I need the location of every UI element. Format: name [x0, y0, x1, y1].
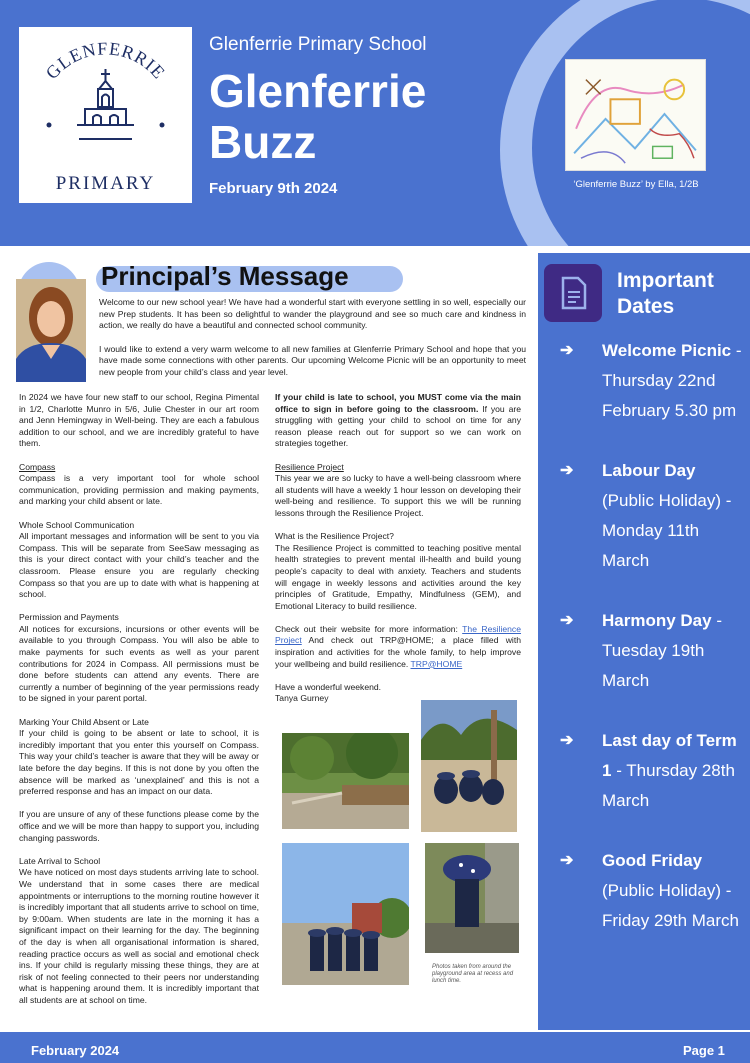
- signature: Tanya Gurney: [275, 693, 329, 704]
- playground-photo: [282, 733, 409, 829]
- important-dates-title: Important Dates: [617, 269, 714, 318]
- student-hat-photo: [425, 843, 519, 953]
- photos-caption: Photos taken from around the playground area at recess and lunch time.: [432, 964, 514, 984]
- intro-paragraph: Welcome to our new school year! We have had a wonderful start with everyone settling in so well, especially our new Prep students. It has been so delightful to wander the playground and see so much care and kindness in action, we really do have a beautiful and connected school community.: [99, 297, 526, 331]
- communication-paragraph: All important messages and information will be sent to you via Compass. This will be separate from SeeSaw messaging as this is your direct contact with your child’s teacher and the classroom. Please ensure you are regularly checking Compass so that you are up to date with what is happening at school.: [19, 531, 259, 600]
- important-dates-list: [560, 336, 745, 966]
- middle-text-column: [275, 392, 521, 705]
- permissions-heading: Permission and Payments: [19, 612, 119, 623]
- date-event-name: Last day of Term 1: [602, 731, 737, 780]
- principal-photo: [16, 279, 86, 382]
- date-item: [560, 336, 745, 426]
- date-event-name: Harmony Day: [602, 611, 712, 630]
- date-event-detail: - Tuesday 19th March: [602, 611, 722, 690]
- date-event-detail: (Public Holiday) - Friday 29th March: [602, 881, 739, 930]
- drawing-caption: ‘Glenferrie Buzz’ by Ella, 1/2B: [573, 179, 699, 190]
- principals-message-title: Principal’s Message: [101, 261, 349, 291]
- arrow-right-icon: ➔: [560, 462, 574, 479]
- signoff: Have a wonderful weekend.: [275, 681, 382, 692]
- late-arrival-paragraph: We have noticed on most days students arriving late to school. We understand that in some cases there are medical appointments or interruptions to the morning routine however it is incredibly important that all students arrive to school on time, by 9:00am. When students are late in the morning it has a significant impact on their learning for the day. The beginning of the day is when all organisational information is shared, reading practice occurs as well as social and emotional check ins. If your child is regularly missing these things, they are at risk of not feeling connected to their peers nor understanding what is happening around them. It is incredibly important that all students are at school on time.: [19, 867, 259, 1005]
- date-event-detail: - Thursday 22nd February 5.30 pm: [602, 341, 742, 420]
- school-logo: [19, 27, 192, 203]
- late-signin-bold: If your child is late to school, you MUST come via the main office to sign in before going to the classroom.: [275, 392, 521, 414]
- website-pre: Check out their website for more information:: [275, 623, 463, 634]
- left-text-column: [19, 392, 259, 1018]
- drawing-icon: [566, 60, 705, 170]
- website-mid: And check out TRP@HOME; a place filled with inspiration and activities for the whole family, to help improve your wellbeing and build resilience.: [275, 635, 521, 669]
- students-sitting-icon: [421, 700, 517, 832]
- logo-arc-text: GLENFERRIE: [41, 38, 170, 84]
- new-staff-paragraph: In 2024 we have four new staff to our school, Regina Pimental in 1/2, Charlotte Munro in 5/6, Julie Chester in our art room and Jenn Hemingway in Well-being. They are each a fabulous addition to our school, and we are incredibly grateful to have them.: [19, 392, 259, 449]
- what-resilience-paragraph: The Resilience Project is committed to teaching positive mental health strategies to prevent mental ill-health and build young people’s capacity to deal with anxiety. Teachers and students will engage in weekly lessons and activities around the key principles of Gratitude, Empathy, Mindfulness (GEM), and Emotional Literacy to build resilience.: [275, 542, 521, 611]
- principal-intro: [99, 297, 526, 391]
- date-event-name: Labour Day: [602, 461, 696, 480]
- resilience-paragraph: This year we are so lucky to have a well-being classroom where all students will have a weekly 1 hour lesson on developing their well-being and resilience. To support this we will be running lessons through the Resilience Project.: [275, 473, 521, 518]
- arrow-right-icon: ➔: [560, 342, 574, 359]
- date-event-name: Good Friday: [602, 851, 703, 870]
- school-name: Glenferrie Primary School: [209, 34, 427, 55]
- date-item: [560, 726, 745, 816]
- trp-home-link[interactable]: TRP@HOME: [410, 658, 463, 669]
- playground-photo-icon: [282, 733, 409, 829]
- date-event-detail: (Public Holiday) - Monday 11th March: [602, 491, 732, 570]
- document-icon: [544, 264, 602, 322]
- what-resilience-heading: What is the Resilience Project?: [275, 531, 394, 542]
- newsletter-title: Glenferrie Buzz: [209, 65, 427, 168]
- absent-paragraph: If your child is going to be absent or late to school, it is incredibly important that you enter this yourself on Compass. This way your child’s teacher is aware that they will be away or late before the day begins. If this is not done by you often the absence will be marked as ‘unexplained’ and this is not a preferred response and has an impact on our data.: [19, 728, 259, 797]
- absent-heading: Marking Your Child Absent or Late: [19, 716, 149, 727]
- intro-paragraph: I would like to extend a very warm welcome to all new families at Glenferrie Primary School and hope that you have made some connections with other parents. Our upcoming Welcome Picnic will be an opportunity to meet new people from your child’s class and year level.: [99, 343, 526, 377]
- date-event-detail: - Thursday 28th March: [602, 761, 735, 810]
- students-group-photo: [282, 843, 409, 985]
- date-item: [560, 456, 745, 576]
- permissions-paragraph: All notices for excursions, incursions or other events will be available to you through Compass. You will also be able to make payments for such events as well as your parent contributions for 2024 in Compass. All permissions must be done before students can attend any events. There are currently a number of beginning of the year permissions ready to be signed in your parent portal.: [19, 623, 259, 704]
- issue-date: February 9th 2024: [209, 180, 338, 197]
- late-arrival-heading: Late Arrival to School: [19, 855, 101, 866]
- arrow-right-icon: ➔: [560, 612, 574, 629]
- student-drawing-image: [565, 59, 706, 171]
- date-item: [560, 606, 745, 696]
- late-signin-rest: If you are struggling with getting your child to school on time for any reason please reach out for support so we can work on strategies together.: [275, 403, 521, 449]
- compass-paragraph: Compass is a very important tool for whole school communication, providing permission and making payments, and marking your child absent or late.: [19, 473, 259, 507]
- logo-primary-text: PRIMARY: [55, 173, 156, 194]
- date-item: [560, 846, 745, 936]
- communication-heading: Whole School Communication: [19, 519, 135, 530]
- footer-page-number: Page 1: [683, 1043, 725, 1058]
- website-paragraph: [275, 624, 521, 670]
- students-sitting-photo: [421, 700, 517, 832]
- document-icon-svg: [544, 264, 602, 322]
- students-group-icon: [282, 843, 409, 985]
- newsletter-header: [0, 0, 750, 246]
- arrow-right-icon: ➔: [560, 732, 574, 749]
- principal-portrait-icon: [16, 279, 86, 382]
- compass-heading: Compass: [19, 461, 56, 472]
- resilience-heading: Resilience Project: [275, 461, 344, 472]
- student-hat-icon: [425, 843, 519, 953]
- footer-month: February 2024: [31, 1043, 120, 1058]
- unsure-paragraph: If you are unsure of any of these functions please come by the office and we will be more than happy to support you, including changing passwords.: [19, 809, 259, 843]
- date-event-name: Welcome Picnic: [602, 341, 732, 360]
- late-signin-paragraph: [275, 392, 521, 450]
- resilience-project-link[interactable]: The Resilience Project: [275, 623, 522, 646]
- arrow-right-icon: ➔: [560, 852, 574, 869]
